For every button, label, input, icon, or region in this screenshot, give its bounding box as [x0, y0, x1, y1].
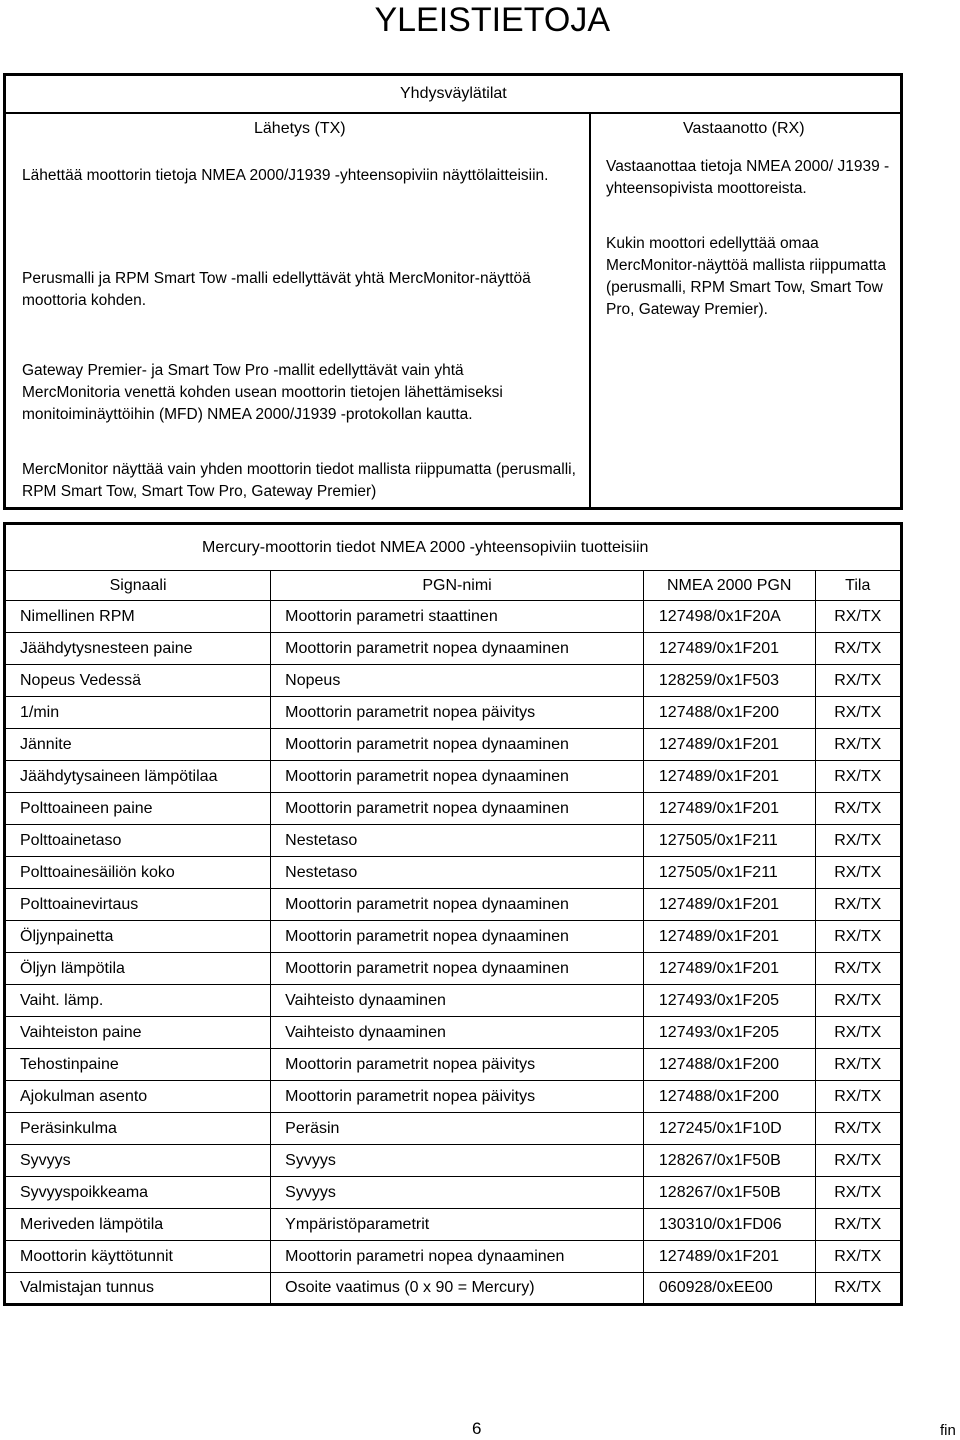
pgn-name-cell: Peräsin [271, 1113, 644, 1145]
nmea-table-caption: Mercury-moottorin tiedot NMEA 2000 -yhteensopiviin tuotteisiin [5, 524, 902, 571]
pgn-cell: 127489/0x1F201 [643, 793, 815, 825]
signal-cell: Meriveden lämpötila [5, 1209, 271, 1241]
pgn-cell: 130310/0x1FD06 [643, 1209, 815, 1241]
signal-cell: Syvyyspoikkeama [5, 1177, 271, 1209]
signal-cell: Moottorin käyttötunnit [5, 1241, 271, 1273]
table-row [5, 1209, 902, 1241]
pgn-cell: 127498/0x1F20A [643, 601, 815, 633]
pgn-cell: 127488/0x1F200 [643, 1081, 815, 1113]
table-row [5, 633, 902, 665]
table-row [5, 1273, 902, 1305]
mode-cell: RX/TX [815, 665, 902, 697]
signal-cell: Ajokulman asento [5, 1081, 271, 1113]
tx-paragraph: Gateway Premier- ja Smart Tow Pro -mallit edellyttävät vain yhtä MercMonitoria venettä kohden usean moottorin tietojen lähettämiseksi monitoiminäyttöihin (MFD) NMEA 2000/J1939 -protokollan kautta. [22, 362, 503, 423]
pgn-name-cell: Moottorin parametrit nopea dynaaminen [271, 729, 644, 761]
mode-cell: RX/TX [815, 1177, 902, 1209]
mode-cell: RX/TX [815, 1017, 902, 1049]
pgn-cell: 127489/0x1F201 [643, 633, 815, 665]
tx-paragraph: Perusmalli ja RPM Smart Tow -malli edellyttävät yhtä MercMonitor-näyttöä moottoria kohden. [22, 270, 531, 309]
signal-cell: Vaihteiston paine [5, 1017, 271, 1049]
page-title: YLEISTIETOJA [374, 1, 610, 39]
mode-cell: RX/TX [815, 953, 902, 985]
pgn-name-cell: Moottorin parametrit nopea dynaaminen [271, 953, 644, 985]
signal-cell: Jännite [5, 729, 271, 761]
nmea-table-body [5, 601, 902, 1305]
page-number: 6 [472, 1419, 482, 1438]
pgn-name-cell: Vaihteisto dynaaminen [271, 985, 644, 1017]
table-row [5, 1113, 902, 1145]
table-row [5, 921, 902, 953]
table-row [5, 1081, 902, 1113]
pgn-name-cell: Osoite vaatimus (0 x 90 = Mercury) [271, 1273, 644, 1305]
mode-cell: RX/TX [815, 1049, 902, 1081]
pgn-name-cell: Moottorin parametrit nopea päivitys [271, 1081, 644, 1113]
tx-paragraph: MercMonitor näyttää vain yhden moottorin tiedot mallista riippumatta (perusmalli, RPM Smart Tow, Smart Tow Pro, Gateway Premier) [22, 461, 576, 500]
pgn-cell: 127489/0x1F201 [643, 953, 815, 985]
pgn-cell: 127489/0x1F201 [643, 761, 815, 793]
pgn-name-cell: Nestetaso [271, 825, 644, 857]
pgn-cell: 127505/0x1F211 [643, 857, 815, 889]
table-row [5, 761, 902, 793]
table-row [5, 889, 902, 921]
pgn-name-cell: Moottorin parametri nopea dynaaminen [271, 1241, 644, 1273]
pgn-cell: 127493/0x1F205 [643, 1017, 815, 1049]
signal-cell: Polttoainetaso [5, 825, 271, 857]
pgn-name-cell: Nopeus [271, 665, 644, 697]
mode-cell: RX/TX [815, 1209, 902, 1241]
signal-cell: Öljynpainetta [5, 921, 271, 953]
pgn-cell: 127489/0x1F201 [643, 889, 815, 921]
pgn-cell: 127489/0x1F201 [643, 1241, 815, 1273]
table-row [5, 729, 902, 761]
signal-cell: Jäähdytysnesteen paine [5, 633, 271, 665]
signal-cell: Syvyys [5, 1145, 271, 1177]
pgn-name-cell: Ympäristöparametrit [271, 1209, 644, 1241]
mode-cell: RX/TX [815, 1145, 902, 1177]
rx-paragraph: Vastaanottaa tietoja NMEA 2000/ J1939 -yhteensopivista moottoreista. [606, 158, 890, 197]
mode-cell: RX/TX [815, 633, 902, 665]
pgn-cell: 127489/0x1F201 [643, 921, 815, 953]
signal-cell: Tehostinpaine [5, 1049, 271, 1081]
signal-cell: Polttoainevirtaus [5, 889, 271, 921]
pgn-name-cell: Syvyys [271, 1177, 644, 1209]
bus-table-caption: Yhdysväylätilat [6, 76, 900, 114]
mode-cell: RX/TX [815, 1081, 902, 1113]
pgn-cell: 128267/0x1F50B [643, 1145, 815, 1177]
rx-header: Vastaanotto (RX) [683, 120, 805, 137]
signal-cell: Polttoainesäiliön koko [5, 857, 271, 889]
mode-cell: RX/TX [815, 1273, 902, 1305]
pgn-name-cell: Vaihteisto dynaaminen [271, 1017, 644, 1049]
signal-cell: Valmistajan tunnus [5, 1273, 271, 1305]
pgn-name-cell: Nestetaso [271, 857, 644, 889]
signal-cell: 1/min [5, 697, 271, 729]
table-row [5, 985, 902, 1017]
tx-header: Lähetys (TX) [254, 120, 346, 137]
table-row [5, 953, 902, 985]
table-row [5, 601, 902, 633]
pgn-name-cell: Syvyys [271, 1145, 644, 1177]
pgn-name-cell: Moottorin parametrit nopea päivitys [271, 697, 644, 729]
signal-cell: Öljyn lämpötila [5, 953, 271, 985]
pgn-cell: 127488/0x1F200 [643, 697, 815, 729]
table-row [5, 1049, 902, 1081]
mode-cell: RX/TX [815, 729, 902, 761]
pgn-cell: 127488/0x1F200 [643, 1049, 815, 1081]
mode-cell: RX/TX [815, 985, 902, 1017]
mode-cell: RX/TX [815, 793, 902, 825]
language-code: fin [940, 1422, 956, 1439]
pgn-name-cell: Moottorin parametri staattinen [271, 601, 644, 633]
table-row [5, 857, 902, 889]
column-header-signal: Signaali [5, 571, 271, 601]
pgn-name-cell: Moottorin parametrit nopea päivitys [271, 1049, 644, 1081]
table-row [5, 1017, 902, 1049]
mode-cell: RX/TX [815, 761, 902, 793]
table-row [5, 697, 902, 729]
signal-cell: Nopeus Vedessä [5, 665, 271, 697]
table-row [5, 1177, 902, 1209]
mode-cell: RX/TX [815, 601, 902, 633]
mode-cell: RX/TX [815, 697, 902, 729]
pgn-name-cell: Moottorin parametrit nopea dynaaminen [271, 889, 644, 921]
signal-cell: Nimellinen RPM [5, 601, 271, 633]
column-divider [589, 112, 591, 507]
mode-cell: RX/TX [815, 889, 902, 921]
column-header-pgn-name: PGN-nimi [271, 571, 644, 601]
pgn-cell: 128267/0x1F50B [643, 1177, 815, 1209]
table-row [5, 1241, 902, 1273]
signal-cell: Vaiht. lämp. [5, 985, 271, 1017]
column-header-mode: Tila [815, 571, 902, 601]
mode-cell: RX/TX [815, 1241, 902, 1273]
pgn-cell: 127493/0x1F205 [643, 985, 815, 1017]
pgn-name-cell: Moottorin parametrit nopea dynaaminen [271, 633, 644, 665]
table-row [5, 665, 902, 697]
pgn-cell: 128259/0x1F503 [643, 665, 815, 697]
bus-modes-table [3, 73, 903, 510]
pgn-cell: 060928/0xEE00 [643, 1273, 815, 1305]
mode-cell: RX/TX [815, 921, 902, 953]
table-row [5, 793, 902, 825]
table-row [5, 825, 902, 857]
mode-cell: RX/TX [815, 825, 902, 857]
column-header-pgn: NMEA 2000 PGN [643, 571, 815, 601]
table-row [5, 1145, 902, 1177]
mode-cell: RX/TX [815, 1113, 902, 1145]
signal-cell: Peräsinkulma [5, 1113, 271, 1145]
pgn-name-cell: Moottorin parametrit nopea dynaaminen [271, 793, 644, 825]
tx-paragraph: Lähettää moottorin tietoja NMEA 2000/J1939 -yhteensopiviin näyttölaitteisiin. [22, 167, 549, 184]
signal-cell: Jäähdytysaineen lämpötilaa [5, 761, 271, 793]
signal-cell: Polttoaineen paine [5, 793, 271, 825]
rx-paragraph: Kukin moottori edellyttää omaa MercMonitor-näyttöä mallista riippumatta (perusmalli, RPM Smart Tow, Smart Tow Pro, Gateway Premier). [606, 235, 886, 318]
pgn-name-cell: Moottorin parametrit nopea dynaaminen [271, 921, 644, 953]
nmea-signal-table [3, 522, 903, 1306]
mode-cell: RX/TX [815, 857, 902, 889]
pgn-name-cell: Moottorin parametrit nopea dynaaminen [271, 761, 644, 793]
pgn-cell: 127505/0x1F211 [643, 825, 815, 857]
pgn-cell: 127489/0x1F201 [643, 729, 815, 761]
pgn-cell: 127245/0x1F10D [643, 1113, 815, 1145]
